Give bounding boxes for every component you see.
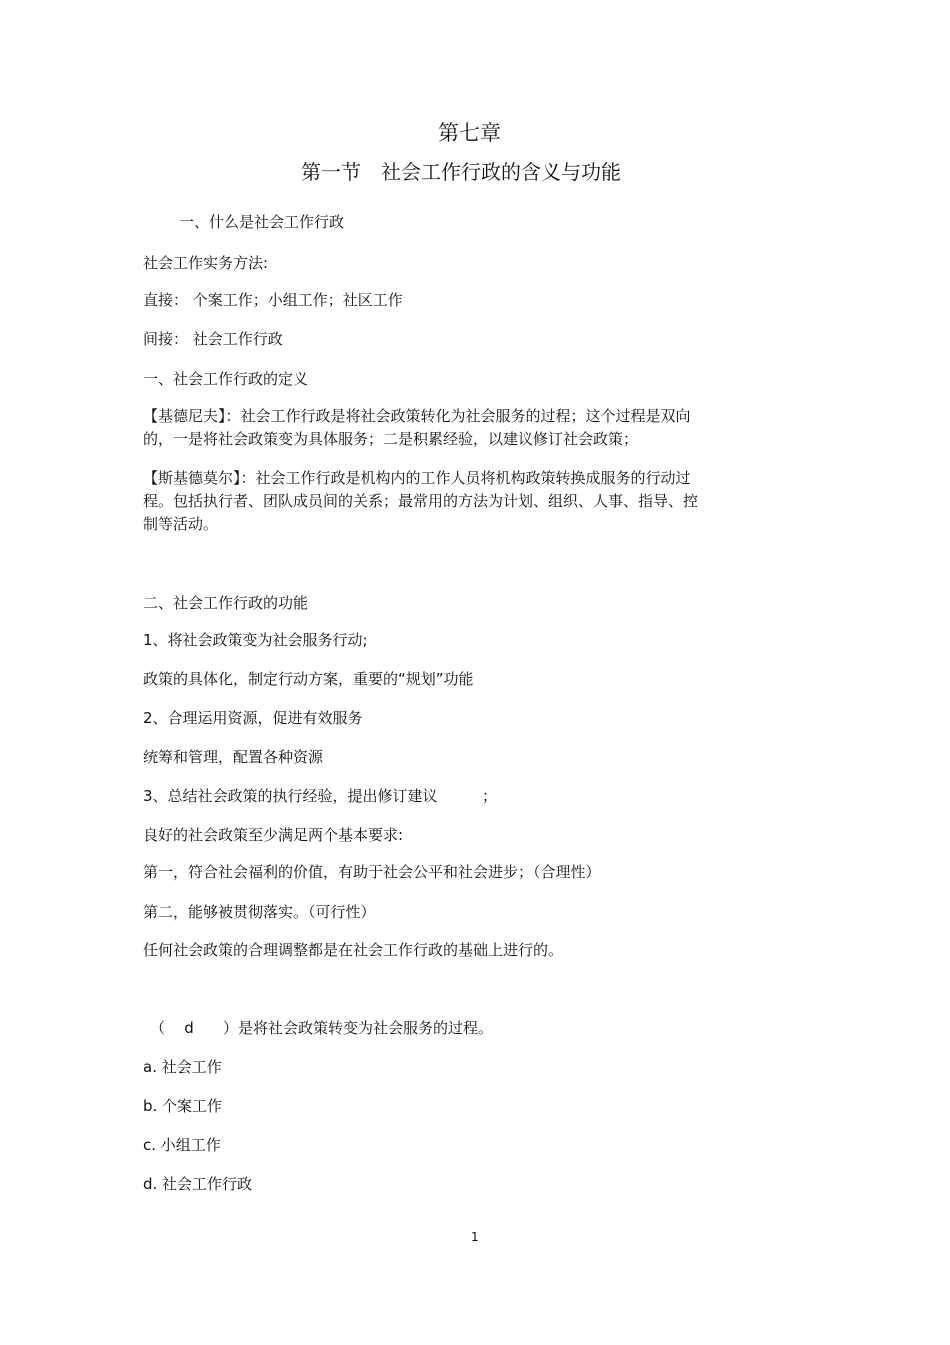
indirect-methods: 间接： 社会工作行政: [143, 330, 283, 348]
quiz-option-c: c. 小组工作: [143, 1136, 221, 1154]
function-2-desc: 统筹和管理，配置各种资源: [143, 748, 324, 766]
page-number: 1: [471, 1230, 479, 1244]
subheading-what-is: 一、什么是社会工作行政: [179, 213, 345, 231]
methods-label: 社会工作实务方法:: [143, 254, 269, 272]
quiz-option-d: d. 社会工作行政: [143, 1175, 253, 1193]
function-2: 2、合理运用资源，促进有效服务: [143, 709, 363, 727]
function-3-end: ；: [482, 787, 498, 805]
function-1: 1、将社会政策变为社会服务行动;: [143, 631, 368, 649]
quiz-option-b: b. 个案工作: [143, 1097, 223, 1115]
function-heading: 二、社会工作行政的功能: [143, 594, 309, 612]
definition-heading: 一、社会工作行政的定义: [143, 370, 309, 388]
chapter-title: 第七章: [438, 121, 501, 145]
definition-skidmore: [143, 467, 735, 536]
definition-kidneigh-line: 的，一是将社会政策变为具体服务；二是积累经验，以建议修订社会政策；: [143, 430, 639, 448]
definition-kidneigh: [143, 405, 735, 451]
quiz-open-paren: （: [150, 1019, 166, 1037]
requirement-2: 第二，能够被贯彻落实。（可行性）: [143, 903, 376, 921]
quiz-question: [150, 1018, 493, 1038]
quiz-question-text: ）是将社会政策转变为社会服务的过程。: [223, 1019, 494, 1037]
quiz-option-a: a. 社会工作: [143, 1058, 222, 1076]
section-title: 第一节 社会工作行政的含义与功能: [301, 160, 621, 184]
definition-kidneigh-line: 【基德尼夫】：社会工作行政是将社会政策转化为社会服务的过程；这个过程是双向: [143, 407, 691, 425]
definition-skidmore-line: 程。包括执行者、团队成员间的关系；最常用的方法为计划、组织、人事、指导、控: [143, 492, 699, 510]
definition-skidmore-line: 【斯基德莫尔】：社会工作行政是机构内的工作人员将机构政策转换成服务的行动过: [143, 469, 691, 487]
requirement-1: 第一，符合社会福利的价值，有助于社会公平和社会进步；（合理性）: [143, 863, 601, 881]
quiz-answer: d: [184, 1019, 194, 1037]
requirements-intro: 良好的社会政策至少满足两个基本要求:: [143, 826, 404, 844]
definition-skidmore-line: 制等活动。: [143, 515, 219, 533]
requirements-conclusion: 任何社会政策的合理调整都是在社会工作行政的基础上进行的。: [143, 941, 564, 959]
function-3: 3、总结社会政策的执行经验，提出修订建议: [143, 787, 438, 805]
direct-methods: 直接： 个案工作；小组工作；社区工作: [143, 291, 403, 309]
function-1-desc: 政策的具体化，制定行动方案，重要的“规划”功能: [143, 670, 474, 688]
